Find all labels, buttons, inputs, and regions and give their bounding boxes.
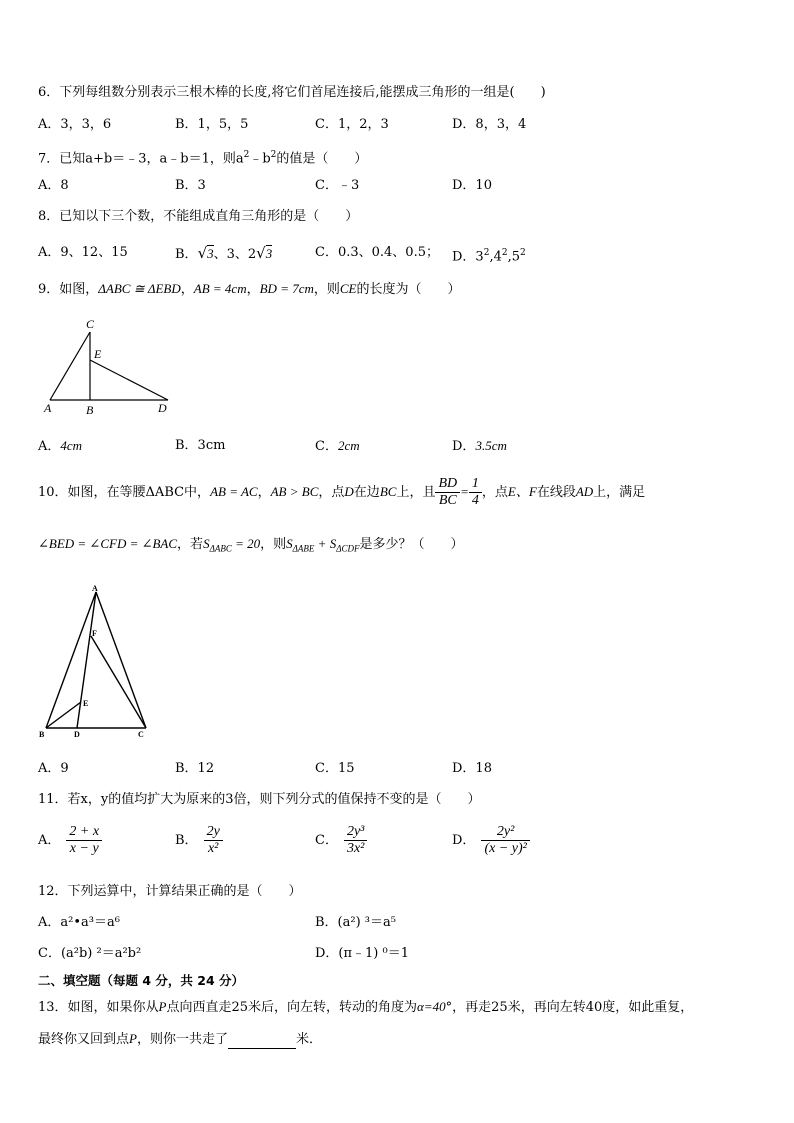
q13-stem-line1: 13．如图，如果你从P点向西直走25米后，向左转，转动的角度为α=40°，再走25米，再向左转40度，如此重复， <box>38 999 694 1015</box>
q10-label-b: B <box>39 730 45 739</box>
q13-answer-blank[interactable] <box>228 1034 296 1049</box>
q9-stem: 9．如图，ΔABC ≅ ΔEBD，AB = 4cm，BD = 7cm，则CE的长度为（ ） <box>38 281 461 297</box>
q8-option-c: C．0.3、0.4、0.5； <box>315 245 439 260</box>
q12-option-a: A．a²•a³＝a⁶ <box>38 915 120 930</box>
q9-label-a: A <box>44 401 52 415</box>
q10-label-e: E <box>83 699 89 708</box>
q9-label-b: B <box>86 403 94 417</box>
q9-label-e: E <box>94 347 102 361</box>
q8-option-b: B．√3、3、2√3 <box>175 244 273 262</box>
q10-fraction-value: $\frac{1}{4}$ <box>469 476 482 509</box>
q9-label-c: C <box>86 317 95 331</box>
q9-option-c: C．2cm <box>315 438 360 454</box>
q9-label-d: D <box>158 401 167 415</box>
q6-option-c: C．1，2，3 <box>315 117 389 132</box>
q10-option-c: C．15 <box>315 761 355 776</box>
q10-stem-line1: 10．如图，在等腰ΔABC中，AB = AC，AB > BC，点D在边BC上，且 $\frac{BD}{BC}$ = $\frac{1}{4}$ ，点E、F在线段AD上，满足 <box>38 476 646 508</box>
q9-option-b: B．3cm <box>175 438 226 453</box>
q12-option-c: C．(a²b) ²＝a²b² <box>38 946 142 961</box>
q12-option-d: D．(π﹣1) ⁰＝1 <box>315 946 409 961</box>
q10-label-a: A <box>92 584 98 593</box>
q10-option-b: B．12 <box>175 761 215 776</box>
q10-option-a: A．9 <box>38 761 69 776</box>
q10-label-d: D <box>74 730 80 739</box>
q9-option-d: D．3.5cm <box>452 438 507 454</box>
q10-fraction-bd-bc: $\frac{BD}{BC}$ <box>435 476 460 509</box>
q13-stem-line2: 最终你又回到点P，则你一共走了 米． <box>38 1031 322 1047</box>
q10-option-d: D．18 <box>452 761 492 776</box>
q9-option-a: A．4cm <box>38 438 83 454</box>
q6-stem: 6．下列每组数分别表示三根木棒的长度,将它们首尾连接后,能摆成三角形的一组是( ) <box>38 85 546 100</box>
q7-option-b: B．3 <box>175 178 206 193</box>
section-title-fill-in: 二、填空题（每题 4 分，共 24 分） <box>38 973 245 988</box>
q7-option-a: A．8 <box>38 178 69 193</box>
q6-option-b: B．1，5，5 <box>175 117 249 132</box>
q12-option-b: B．(a²) ³＝a⁵ <box>315 915 396 930</box>
q8-stem: 8．已知以下三个数，不能组成直角三角形的是（ ） <box>38 209 359 224</box>
q8-option-a: A．9、12、15 <box>38 245 128 260</box>
q10-figure <box>36 582 156 742</box>
q12-stem: 12．下列运算中，计算结果正确的是（ ） <box>38 884 302 899</box>
q11-stem: 11．若x，y的值均扩大为原来的3倍，则下列分式的值保持不变的是（ ） <box>38 792 481 807</box>
q11-option-a: A． $\frac{2 + x}{x - y}$ <box>38 824 102 857</box>
q11-option-c: C． $\frac{\text{2y³}}{\text{3x²}}$ <box>315 824 367 857</box>
q7-stem: 7．已知a+b＝﹣3，a﹣b＝1，则$a^2﹣b^2$的值是（ ） <box>38 150 368 167</box>
q10-stem-line2: ∠BED = ∠CFD = ∠BAC，若$S_{\Delta ABC} = 20$，则$S_{\Delta ABE} + S_{\Delta CDF}$是多少？（ ） <box>38 536 464 554</box>
q6-option-a: A．3，3，6 <box>38 117 112 132</box>
q10-label-c: C <box>138 730 144 739</box>
q7-option-d: D．10 <box>452 178 492 193</box>
q6-option-d: D．8，3，4 <box>452 117 527 132</box>
q11-option-d: D． $\frac{\text{2y²}}{\text{(x − y)²}}$ <box>452 824 530 857</box>
q10-label-f: F <box>92 629 97 638</box>
q8-option-d: D．$3^2,4^2,5^2$ <box>452 248 526 265</box>
q9-figure <box>40 312 180 418</box>
q11-option-b: B． $\frac{2y}{\text{x²}}$ <box>175 824 223 857</box>
q7-option-c: C．﹣3 <box>315 178 360 193</box>
